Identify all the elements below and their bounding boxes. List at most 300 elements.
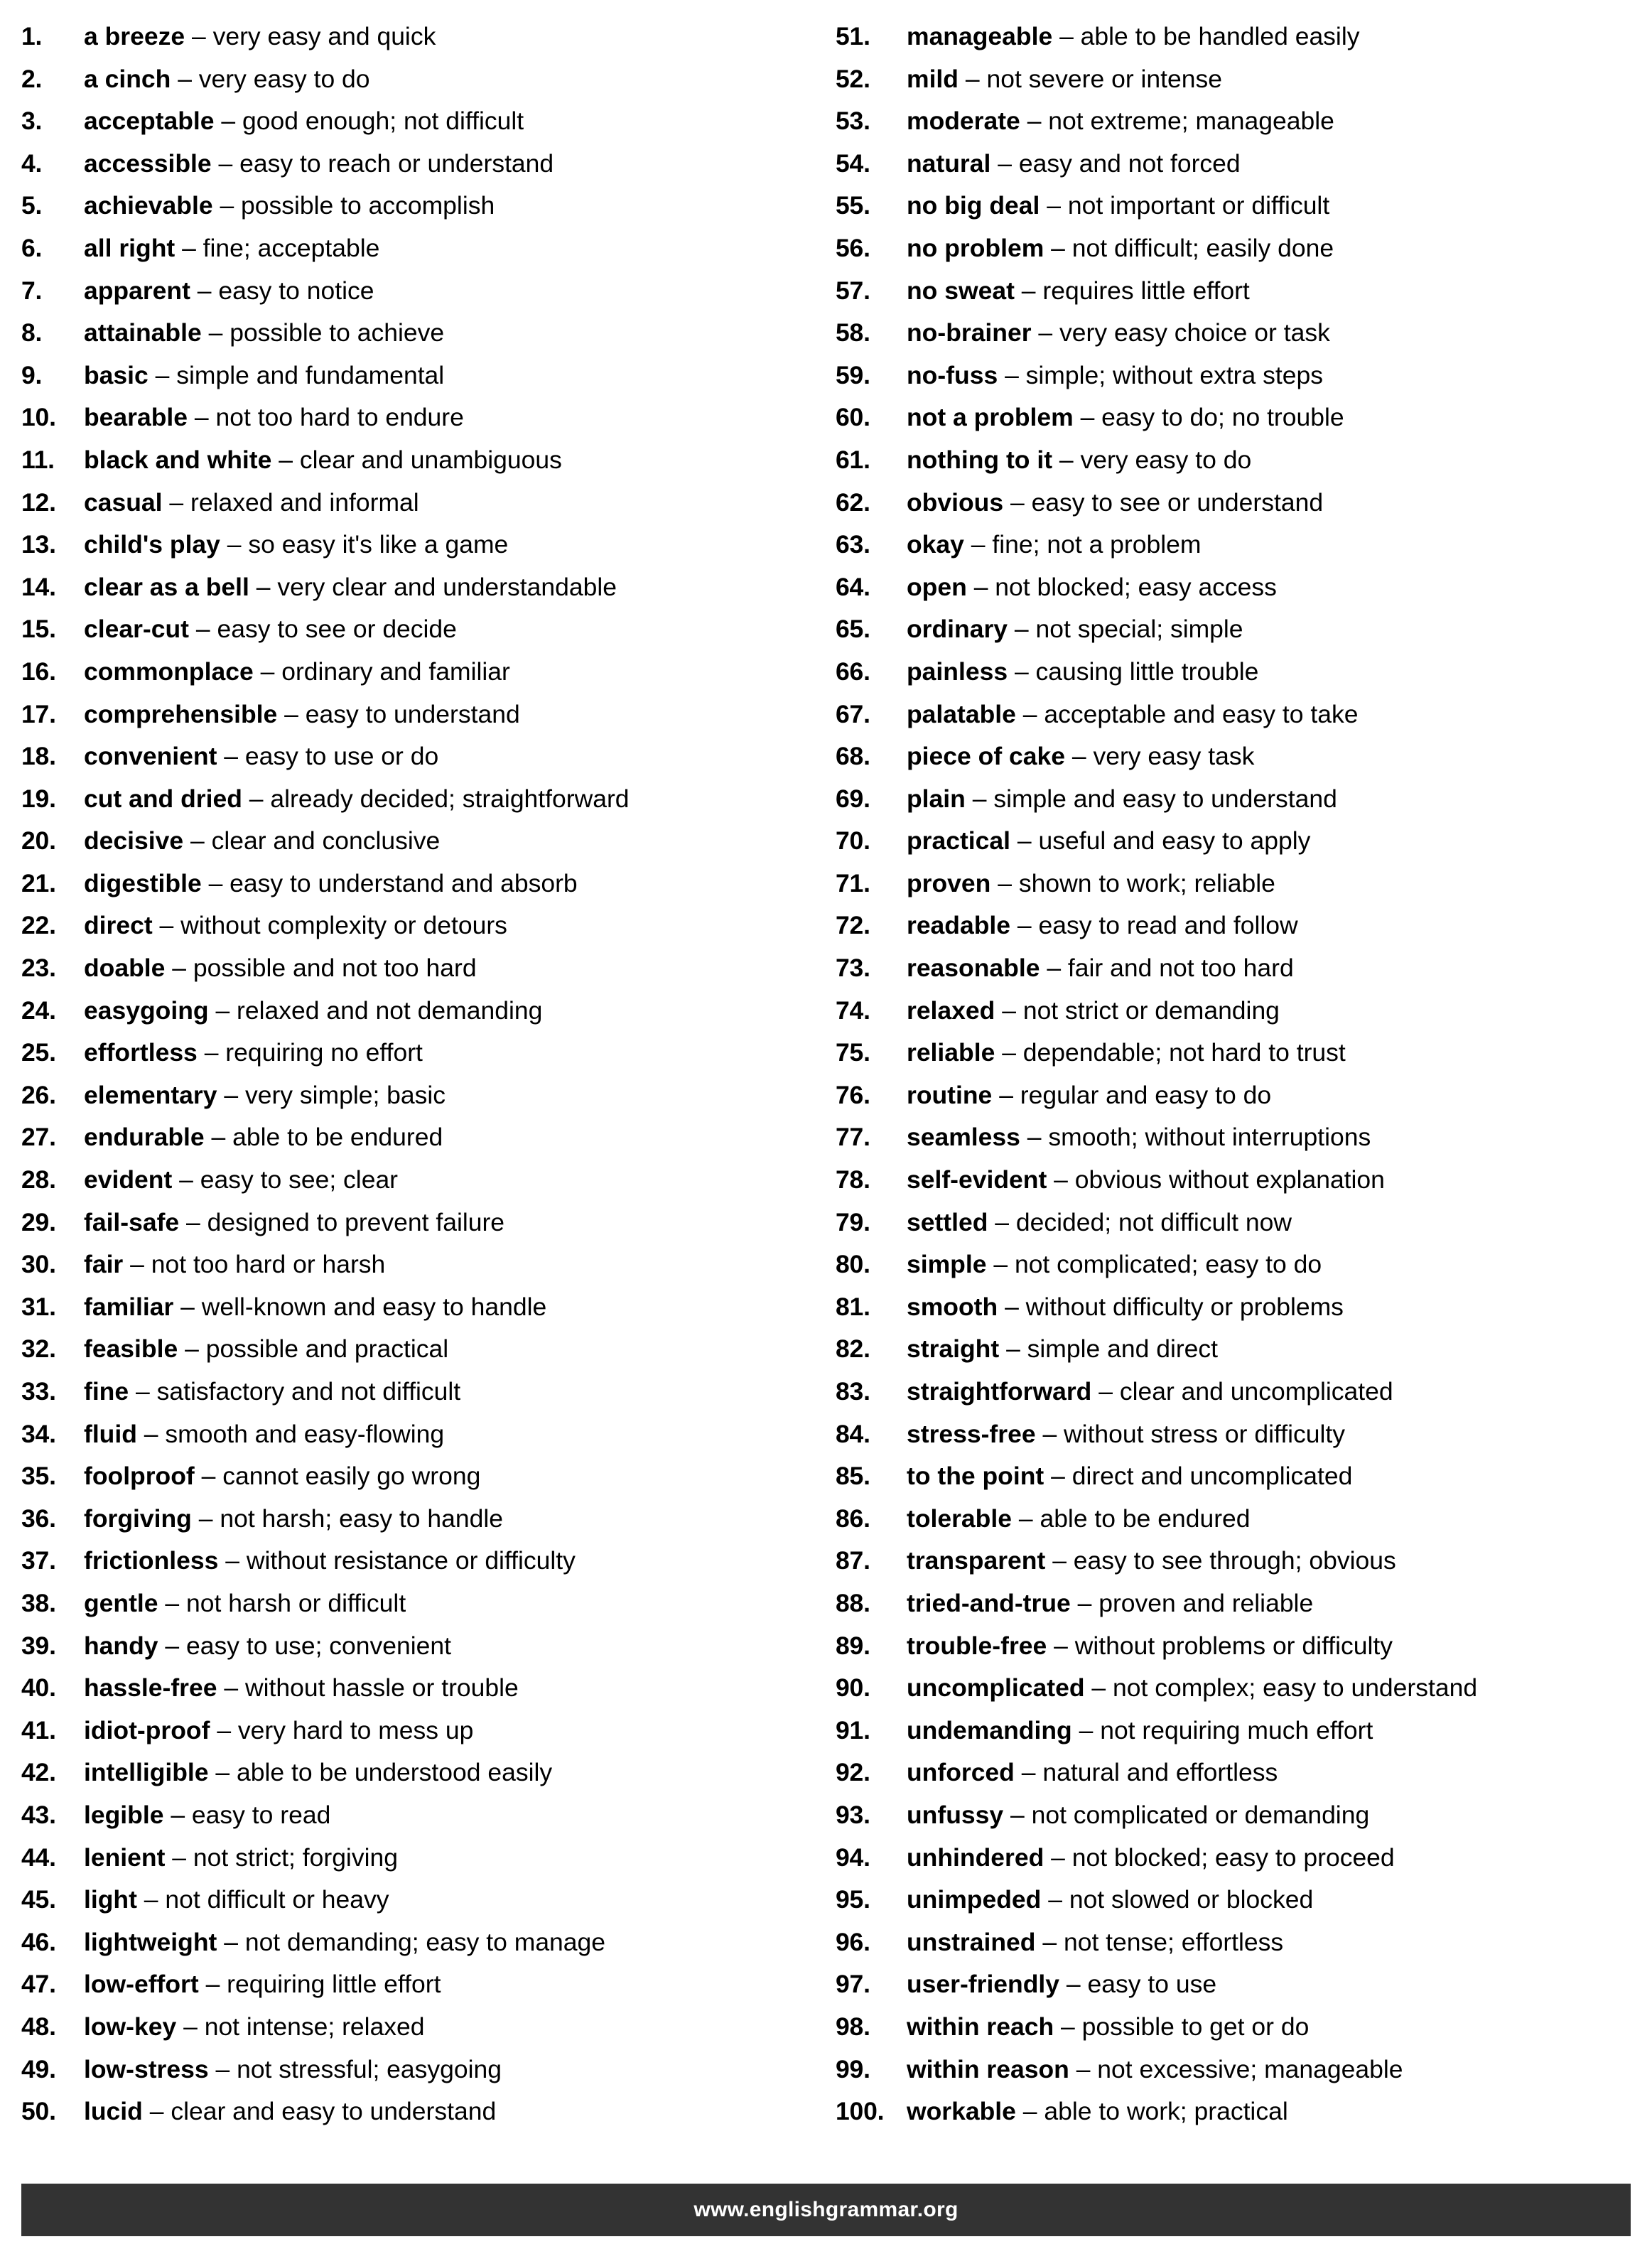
list-item-definition: – decided; not difficult now (995, 1207, 1292, 1236)
list-item-term: nothing to it (907, 445, 1053, 474)
list-item-definition: – without hassle or trouble (224, 1673, 519, 1703)
list-item-number: 34. (21, 1419, 56, 1448)
list-item (836, 1837, 1624, 1879)
list-item-term: trouble-free (907, 1631, 1047, 1660)
list-item-term: effortless (84, 1038, 198, 1067)
list-item (836, 735, 1624, 778)
list-item-number: 56. (836, 233, 870, 262)
list-item-number: 17. (21, 699, 56, 728)
list-item (21, 1540, 810, 1582)
list-item-definition: – very easy task (1071, 742, 1255, 771)
list-item-term: cut and dried (84, 784, 242, 813)
list-item-number: 36. (21, 1504, 56, 1533)
spacer (995, 1032, 1002, 1074)
list-item-number: 8. (21, 318, 43, 347)
list-item-number: 97. (836, 1970, 870, 1999)
spacer (143, 2091, 150, 2133)
list-item-number: 41. (21, 1715, 56, 1744)
list-item (21, 312, 810, 355)
spacer (202, 863, 209, 905)
list-item (836, 1074, 1624, 1117)
list-item-definition: – requiring little effort (205, 1970, 441, 1999)
list-item-definition: – very easy choice or task (1038, 318, 1330, 347)
list-item-number: 10. (21, 403, 56, 432)
spacer (1040, 947, 1047, 990)
list-item-number: 4. (21, 149, 43, 178)
list-item-number: 42. (21, 1758, 56, 1787)
list-item-definition: – not requiring much effort (1079, 1715, 1373, 1744)
list-item-definition: – easy to reach or understand (218, 149, 554, 178)
list-item-number: 76. (836, 1080, 870, 1109)
spacer (990, 863, 998, 905)
list-item-number: 25. (21, 1038, 56, 1067)
spacer (1016, 694, 1023, 736)
spacer (992, 1074, 999, 1117)
spacer (254, 651, 261, 694)
list-item-number: 30. (21, 1250, 56, 1279)
list-item-number: 80. (836, 1250, 870, 1279)
list-item-number: 37. (21, 1546, 56, 1575)
list-item-term: unforced (907, 1758, 1015, 1787)
spacer (183, 820, 190, 863)
list-item-definition: – easy to read and follow (1017, 911, 1298, 940)
list-item (21, 270, 810, 313)
list-item-definition: – able to be understood easily (215, 1758, 553, 1787)
list-item (21, 1794, 810, 1837)
list-item (21, 397, 810, 439)
list-item-term: lenient (84, 1843, 166, 1872)
list-item (21, 1244, 810, 1286)
list-item (21, 1710, 810, 1752)
list-item-number: 53. (836, 107, 870, 136)
list-item (21, 1667, 810, 1710)
spacer (242, 778, 249, 821)
list-item-number: 22. (21, 911, 56, 940)
list-item-term: piece of cake (907, 742, 1065, 771)
list-item-number: 31. (21, 1292, 56, 1321)
list-item-term: hassle-free (84, 1673, 217, 1703)
spacer (995, 990, 1002, 1032)
spacer (1047, 1625, 1054, 1668)
spacer (998, 355, 1005, 397)
list-item-term: low-stress (84, 2054, 209, 2083)
list-item (836, 1667, 1624, 1710)
list-item-definition: – not harsh; easy to handle (198, 1504, 504, 1533)
list-item (21, 608, 810, 651)
list-item-term: undemanding (907, 1715, 1072, 1744)
list-item-term: mild (907, 64, 959, 93)
list-item-definition: – good enough; not difficult (221, 107, 524, 136)
list-item (21, 947, 810, 990)
list-item-number: 72. (836, 911, 870, 940)
list-item-number: 52. (836, 64, 870, 93)
list-item-number: 81. (836, 1292, 870, 1321)
list-item-number: 83. (836, 1377, 870, 1406)
list-item-number: 93. (836, 1800, 870, 1829)
spacer (986, 1244, 993, 1286)
list-item-number: 7. (21, 276, 43, 305)
list-item (21, 1455, 810, 1498)
spacer (1052, 439, 1059, 482)
list-item-definition: – easy to notice (197, 276, 374, 305)
list-item (21, 2091, 810, 2133)
list-item-definition: – not excessive; manageable (1076, 2054, 1403, 2083)
spacer (165, 1837, 172, 1879)
list-item-definition: – clear and conclusive (190, 826, 441, 856)
spacer (1036, 1413, 1043, 1456)
list-item-definition: – well-known and easy to handle (180, 1292, 547, 1321)
list-item (836, 1202, 1624, 1244)
spacer (217, 1921, 224, 1964)
list-item-number: 38. (21, 1588, 56, 1617)
list-item-term: workable (907, 2097, 1016, 2126)
list-item (836, 1116, 1624, 1159)
list-item-number: 95. (836, 1885, 870, 1914)
list-item (21, 1413, 810, 1456)
two-column-layout (21, 16, 1631, 2133)
list-item-definition: – clear and uncomplicated (1098, 1377, 1393, 1406)
spacer (123, 1244, 130, 1286)
list-item-number: 27. (21, 1123, 56, 1152)
spacer (217, 1667, 224, 1710)
list-item (21, 778, 810, 821)
spacer (153, 905, 160, 947)
spacer (249, 566, 257, 609)
list-item (21, 2006, 810, 2049)
list-item-definition: – ordinary and familiar (260, 657, 510, 686)
spacer (1016, 2091, 1023, 2133)
spacer (212, 143, 219, 185)
list-item-term: simple (907, 1250, 987, 1279)
list-item-term: unimpeded (907, 1885, 1042, 1914)
spacer (1012, 1498, 1019, 1541)
list-item-definition: – requires little effort (1021, 276, 1250, 305)
list-item-term: to the point (907, 1462, 1044, 1491)
list-item-number: 58. (836, 318, 870, 347)
spacer (199, 1963, 206, 2006)
spacer (990, 143, 998, 185)
spacer (202, 312, 209, 355)
list-item-definition: – not difficult or heavy (144, 1885, 389, 1914)
spacer (1091, 1371, 1098, 1413)
list-item-number: 45. (21, 1885, 56, 1914)
list-item-definition: – fair and not too hard (1047, 954, 1294, 983)
list-item-term: seamless (907, 1123, 1020, 1152)
list-item (836, 227, 1624, 270)
list-item-definition: – not harsh or difficult (165, 1588, 406, 1617)
spacer (1052, 16, 1059, 58)
spacer (1069, 2049, 1076, 2091)
spacer (217, 735, 224, 778)
spacer (217, 1074, 224, 1117)
list-item (836, 143, 1624, 185)
list-item (21, 1625, 810, 1668)
list-item-definition: – without difficulty or problems (1005, 1292, 1344, 1321)
list-item (836, 1710, 1624, 1752)
spacer (163, 1794, 171, 1837)
list-item-number: 24. (21, 996, 56, 1025)
list-item-definition: – without problems or difficulty (1054, 1631, 1393, 1660)
list-item (21, 1963, 810, 2006)
spacer (172, 1159, 179, 1202)
list-item (836, 1540, 1624, 1582)
list-item-term: no problem (907, 233, 1044, 262)
spacer (137, 1413, 144, 1456)
list-item (836, 2091, 1624, 2133)
list-item-definition: – possible to accomplish (220, 191, 495, 220)
list-item-definition: – without resistance or difficulty (225, 1546, 576, 1575)
list-item (21, 1116, 810, 1159)
list-item-term: idiot-proof (84, 1715, 210, 1744)
list-item-number: 57. (836, 276, 870, 305)
list-item-definition: – not intense; relaxed (183, 2012, 425, 2041)
list-item-number: 67. (836, 699, 870, 728)
list-item-definition: – useful and easy to apply (1017, 826, 1311, 856)
list-item-number: 46. (21, 1927, 56, 1956)
list-item-term: no big deal (907, 191, 1040, 220)
list-item-term: not a problem (907, 403, 1074, 432)
list-item-term: forgiving (84, 1504, 192, 1533)
list-item-term: achievable (84, 191, 213, 220)
list-item-definition: – simple; without extra steps (1005, 360, 1323, 389)
list-item-term: commonplace (84, 657, 254, 686)
list-item-term: okay (907, 530, 964, 559)
list-item (836, 482, 1624, 524)
spacer (190, 270, 198, 313)
spacer (967, 566, 974, 609)
list-item-term: painless (907, 657, 1008, 686)
spacer (195, 1455, 202, 1498)
list-item (21, 1202, 810, 1244)
spacer (1045, 1540, 1052, 1582)
list-item-definition: – requiring no effort (204, 1038, 423, 1067)
list-item (836, 1413, 1624, 1456)
list-item-number: 77. (836, 1123, 870, 1152)
list-item (836, 1752, 1624, 1794)
list-item (21, 566, 810, 609)
spacer (998, 1286, 1005, 1329)
list-item-number: 63. (836, 530, 870, 559)
spacer (175, 227, 182, 270)
list-item-number: 92. (836, 1758, 870, 1787)
list-item (21, 355, 810, 397)
list-item (836, 1032, 1624, 1074)
list-item (836, 185, 1624, 227)
list-item-definition: – relaxed and informal (169, 487, 419, 517)
list-item-number: 16. (21, 657, 56, 686)
list-item-number: 48. (21, 2012, 56, 2041)
list-item-term: foolproof (84, 1462, 195, 1491)
list-item-definition: – not complicated or demanding (1010, 1800, 1370, 1829)
spacer (1020, 100, 1027, 143)
list-item (836, 1455, 1624, 1498)
list-item-number: 94. (836, 1843, 870, 1872)
list-item-number: 19. (21, 784, 56, 813)
list-item-number: 55. (836, 191, 870, 220)
list-item-number: 49. (21, 2054, 56, 2083)
list-item-number: 11. (21, 445, 55, 474)
spacer (213, 185, 220, 227)
list-item-term: reasonable (907, 954, 1040, 983)
spacer (1047, 1159, 1054, 1202)
list-item-term: open (907, 572, 967, 601)
list-item-term: relaxed (907, 996, 995, 1025)
spacer (209, 1752, 216, 1794)
list-item-number: 70. (836, 826, 870, 856)
list-item-number: 13. (21, 530, 56, 559)
list-item-term: readable (907, 911, 1011, 940)
list-item-term: black and white (84, 445, 272, 474)
spacer (1008, 608, 1015, 651)
list-item-definition: – easy to use (1066, 1970, 1217, 1999)
spacer (1074, 397, 1081, 439)
list-item (21, 524, 810, 566)
word-list-column-right (836, 16, 1624, 2133)
list-item-definition: – relaxed and not demanding (215, 996, 543, 1025)
list-item-number: 86. (836, 1504, 870, 1533)
list-item-number: 51. (836, 22, 870, 50)
list-item-definition: – simple and easy to understand (972, 784, 1337, 813)
list-item-term: elementary (84, 1080, 217, 1109)
list-item-term: natural (907, 149, 991, 178)
list-item-definition: – simple and fundamental (155, 360, 445, 389)
list-item-number: 96. (836, 1927, 870, 1956)
list-item-term: acceptable (84, 107, 215, 136)
list-item-term: straight (907, 1334, 1000, 1364)
list-item-term: basic (84, 360, 149, 389)
list-item-number: 84. (836, 1419, 870, 1448)
list-item-term: stress-free (907, 1419, 1036, 1448)
list-item (836, 1498, 1624, 1541)
list-item-definition: – able to be endured (1018, 1504, 1251, 1533)
list-item (21, 1879, 810, 1921)
list-item-definition: – easy to read (171, 1800, 331, 1829)
list-item-number: 99. (836, 2054, 870, 2083)
list-item (836, 270, 1624, 313)
list-item (21, 185, 810, 227)
spacer (1008, 651, 1015, 694)
list-item-term: fluid (84, 1419, 137, 1448)
list-item-definition: – not stressful; easygoing (215, 2054, 502, 2083)
list-item (21, 100, 810, 143)
list-item-number: 100. (836, 2097, 885, 2126)
spacer (163, 482, 170, 524)
list-item (836, 1582, 1624, 1625)
list-item-number: 91. (836, 1715, 870, 1744)
list-item-definition: – very clear and understandable (256, 572, 617, 601)
list-item-term: feasible (84, 1334, 178, 1364)
list-item-number: 43. (21, 1800, 56, 1829)
spacer (192, 1498, 199, 1541)
list-item-number: 39. (21, 1631, 56, 1660)
list-item-term: accessible (84, 149, 212, 178)
list-item (21, 905, 810, 947)
list-item-number: 14. (21, 572, 56, 601)
list-item-term: lightweight (84, 1927, 217, 1956)
list-item-term: a breeze (84, 22, 185, 50)
list-item-term: light (84, 1885, 137, 1914)
list-item-number: 9. (21, 360, 43, 389)
list-item-definition: – very easy and quick (191, 22, 436, 50)
list-item-number: 23. (21, 954, 56, 983)
list-item (836, 1625, 1624, 1668)
spacer (966, 778, 973, 821)
list-item-term: smooth (907, 1292, 998, 1321)
spacer (205, 1116, 212, 1159)
list-item-definition: – possible and practical (185, 1334, 449, 1364)
list-item-term: evident (84, 1165, 173, 1194)
list-item-number: 21. (21, 868, 56, 897)
list-item-term: no-fuss (907, 360, 998, 389)
list-item-term: lucid (84, 2097, 143, 2126)
list-item-definition: – fine; not a problem (971, 530, 1202, 559)
list-item-term: proven (907, 868, 991, 897)
list-item-term: a cinch (84, 64, 171, 93)
list-item (836, 820, 1624, 863)
list-item (21, 1074, 810, 1117)
list-item-number: 71. (836, 868, 870, 897)
list-item (836, 863, 1624, 905)
spacer (1072, 1710, 1079, 1752)
list-item (836, 651, 1624, 694)
list-item-definition: – regular and easy to do (999, 1080, 1272, 1109)
list-item-number: 69. (836, 784, 870, 813)
list-item-definition: – not special; simple (1014, 615, 1243, 644)
spacer (189, 608, 196, 651)
list-item-term: doable (84, 954, 166, 983)
spacer (178, 1328, 185, 1371)
spacer (1085, 1667, 1092, 1710)
spacer (179, 1202, 186, 1244)
list-item-term: ordinary (907, 615, 1008, 644)
list-item-definition: – not complex; easy to understand (1091, 1673, 1478, 1703)
list-item-term: unstrained (907, 1927, 1036, 1956)
list-item-term: fair (84, 1250, 124, 1279)
list-item-definition: – very simple; basic (224, 1080, 446, 1109)
list-item-number: 90. (836, 1673, 870, 1703)
list-item-term: digestible (84, 868, 202, 897)
list-item-definition: – not blocked; easy access (973, 572, 1277, 601)
list-item-term: frictionless (84, 1546, 219, 1575)
spacer (964, 524, 971, 566)
list-item (21, 227, 810, 270)
list-item (21, 651, 810, 694)
list-item-term: bearable (84, 403, 188, 432)
list-item-definition: – easy to do; no trouble (1080, 403, 1344, 432)
list-item-number: 26. (21, 1080, 56, 1109)
spacer (1032, 312, 1039, 355)
spacer (188, 397, 195, 439)
list-item-term: uncomplicated (907, 1673, 1085, 1703)
list-item-number: 6. (21, 233, 43, 262)
list-item-definition: – possible to achieve (208, 318, 445, 347)
list-item (21, 482, 810, 524)
spacer (1044, 1455, 1051, 1498)
list-item-term: comprehensible (84, 699, 278, 728)
list-item-term: easygoing (84, 996, 209, 1025)
list-item-definition: – not extreme; manageable (1027, 107, 1334, 136)
list-item-number: 78. (836, 1165, 870, 1194)
list-item-definition: – natural and effortless (1021, 1758, 1278, 1787)
list-item-number: 59. (836, 360, 870, 389)
spacer (129, 1371, 136, 1413)
list-item-number: 54. (836, 149, 870, 178)
list-item-definition: – easy to understand and absorb (208, 868, 578, 897)
list-item-number: 44. (21, 1843, 56, 1872)
list-item-definition: – not complicated; easy to do (993, 1250, 1322, 1279)
list-item-term: palatable (907, 699, 1016, 728)
list-item-number: 32. (21, 1334, 56, 1364)
